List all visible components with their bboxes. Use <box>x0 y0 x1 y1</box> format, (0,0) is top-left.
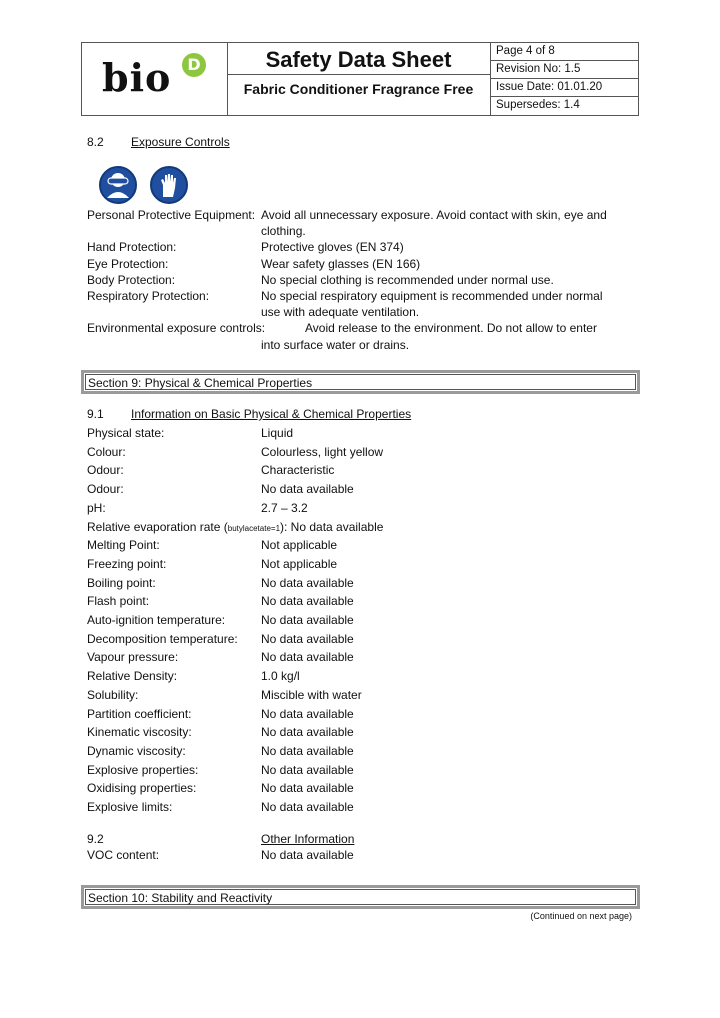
property-label: pH: <box>87 501 106 515</box>
environmental-controls-label: Environmental exposure controls: <box>87 321 266 335</box>
logo-cell <box>82 43 228 115</box>
property-label: Kinematic viscosity: <box>87 725 192 739</box>
property-label: Oxidising properties: <box>87 781 197 795</box>
property-label: Physical state: <box>87 426 165 440</box>
property-label: Partition coefficient: <box>87 707 192 721</box>
meta-cell <box>490 43 638 115</box>
property-label: Auto-ignition temperature: <box>87 613 226 627</box>
property-label: Melting Point: <box>87 538 160 552</box>
property-label: Freezing point: <box>87 557 167 571</box>
ppe-value-line2: clothing. <box>261 224 306 238</box>
property-value: No data available <box>261 800 354 814</box>
property-label-subscript: butylacetate=1 <box>227 524 281 533</box>
property-value: Not applicable <box>261 538 338 552</box>
section-10-title: Section 10: Stability and Reactivity <box>88 891 273 905</box>
property-value: No data available <box>261 632 354 646</box>
property-label: Explosive limits: <box>87 800 173 814</box>
property-label: Odour: <box>87 463 124 477</box>
property-value: No data available <box>261 594 354 608</box>
environmental-controls-value-line1: Avoid release to the environment. Do not allow to enter <box>305 321 597 335</box>
property-inline-value: ): No data available <box>280 520 384 534</box>
property-label: Relative Density: <box>87 669 178 683</box>
property-value: No data available <box>261 613 354 627</box>
property-value: No data available <box>261 763 354 777</box>
page-number: Page 4 of 8 <box>490 43 638 61</box>
respiratory-protection-value-line1: No special respiratory equipment is recommended under normal <box>261 289 603 303</box>
property-label: Boiling point: <box>87 576 156 590</box>
subsection-title-basic-properties: Information on Basic Physical & Chemical Properties <box>131 407 412 421</box>
section-9-title: Section 9: Physical & Chemical Properties <box>88 376 313 390</box>
body-protection-value: No special clothing is recommended under normal use. <box>261 273 554 287</box>
logo-text: bio <box>102 55 172 100</box>
issue-date: Issue Date: 01.01.20 <box>490 79 638 97</box>
body-protection-label: Body Protection: <box>87 273 176 287</box>
eye-protection-label: Eye Protection: <box>87 257 169 271</box>
property-value: No data available <box>261 725 354 739</box>
property-value: No data available <box>261 576 354 590</box>
property-value: 2.7 – 3.2 <box>261 501 308 515</box>
property-label: Odour: <box>87 482 124 496</box>
logo-badge: D <box>182 53 206 77</box>
property-value: No data available <box>261 650 354 664</box>
title-divider <box>227 74 490 75</box>
voc-content-label: VOC content: <box>87 848 160 862</box>
subsection-title-exposure-controls: Exposure Controls <box>131 135 230 149</box>
section-9-header <box>81 370 640 394</box>
document-title: Safety Data Sheet <box>265 47 452 72</box>
property-label: Dynamic viscosity: <box>87 744 186 758</box>
property-label: Flash point: <box>87 594 150 608</box>
hand-protection-label: Hand Protection: <box>87 240 177 254</box>
product-name: Fabric Conditioner Fragrance Free <box>243 81 474 97</box>
respiratory-protection-value-line2: use with adequate ventilation. <box>261 305 420 319</box>
property-label: Explosive properties: <box>87 763 199 777</box>
gloves-icon <box>150 166 188 204</box>
goggles-icon <box>99 166 137 204</box>
ppe-value-line1: Avoid all unnecessary exposure. Avoid contact with skin, eye and <box>261 208 607 222</box>
property-label: Decomposition temperature: <box>87 632 238 646</box>
biod-logo <box>102 55 201 100</box>
property-label: Vapour pressure: <box>87 650 179 664</box>
property-value: No data available <box>261 482 354 496</box>
property-label-composite <box>87 520 383 534</box>
property-value: No data available <box>261 744 354 758</box>
property-value: 1.0 kg/l <box>261 669 300 683</box>
subsection-number-9-2: 9.2 <box>87 832 104 846</box>
subsection-number-9-1: 9.1 <box>87 407 104 421</box>
subsection-number-8-2: 8.2 <box>87 135 104 149</box>
property-value: No data available <box>261 707 354 721</box>
continued-note: (Continued on next page) <box>530 911 632 921</box>
property-value: Liquid <box>261 426 294 440</box>
environmental-controls-value-line2: into surface water or drains. <box>261 338 410 352</box>
supersedes: Supersedes: 1.4 <box>496 99 580 111</box>
section-10-header <box>81 885 640 909</box>
property-label: Colour: <box>87 445 126 459</box>
subsection-title-other-information: Other Information <box>261 832 355 846</box>
title-cell <box>227 43 491 115</box>
property-value: Not applicable <box>261 557 338 571</box>
property-label: Solubility: <box>87 688 139 702</box>
property-value: Miscible with water <box>261 688 362 702</box>
hand-protection-value: Protective gloves (EN 374) <box>261 240 404 254</box>
property-label: Relative evaporation rate ( <box>87 520 228 534</box>
property-value: Colourless, light yellow <box>261 445 384 459</box>
revision-number: Revision No: 1.5 <box>490 61 638 79</box>
property-value: No data available <box>261 781 354 795</box>
voc-content-value: No data available <box>261 848 354 862</box>
ppe-label: Personal Protective Equipment: <box>87 208 256 222</box>
document-header <box>81 42 639 116</box>
property-value: Characteristic <box>261 463 335 477</box>
eye-protection-value: Wear safety glasses (EN 166) <box>261 257 421 271</box>
respiratory-protection-label: Respiratory Protection: <box>87 289 210 303</box>
